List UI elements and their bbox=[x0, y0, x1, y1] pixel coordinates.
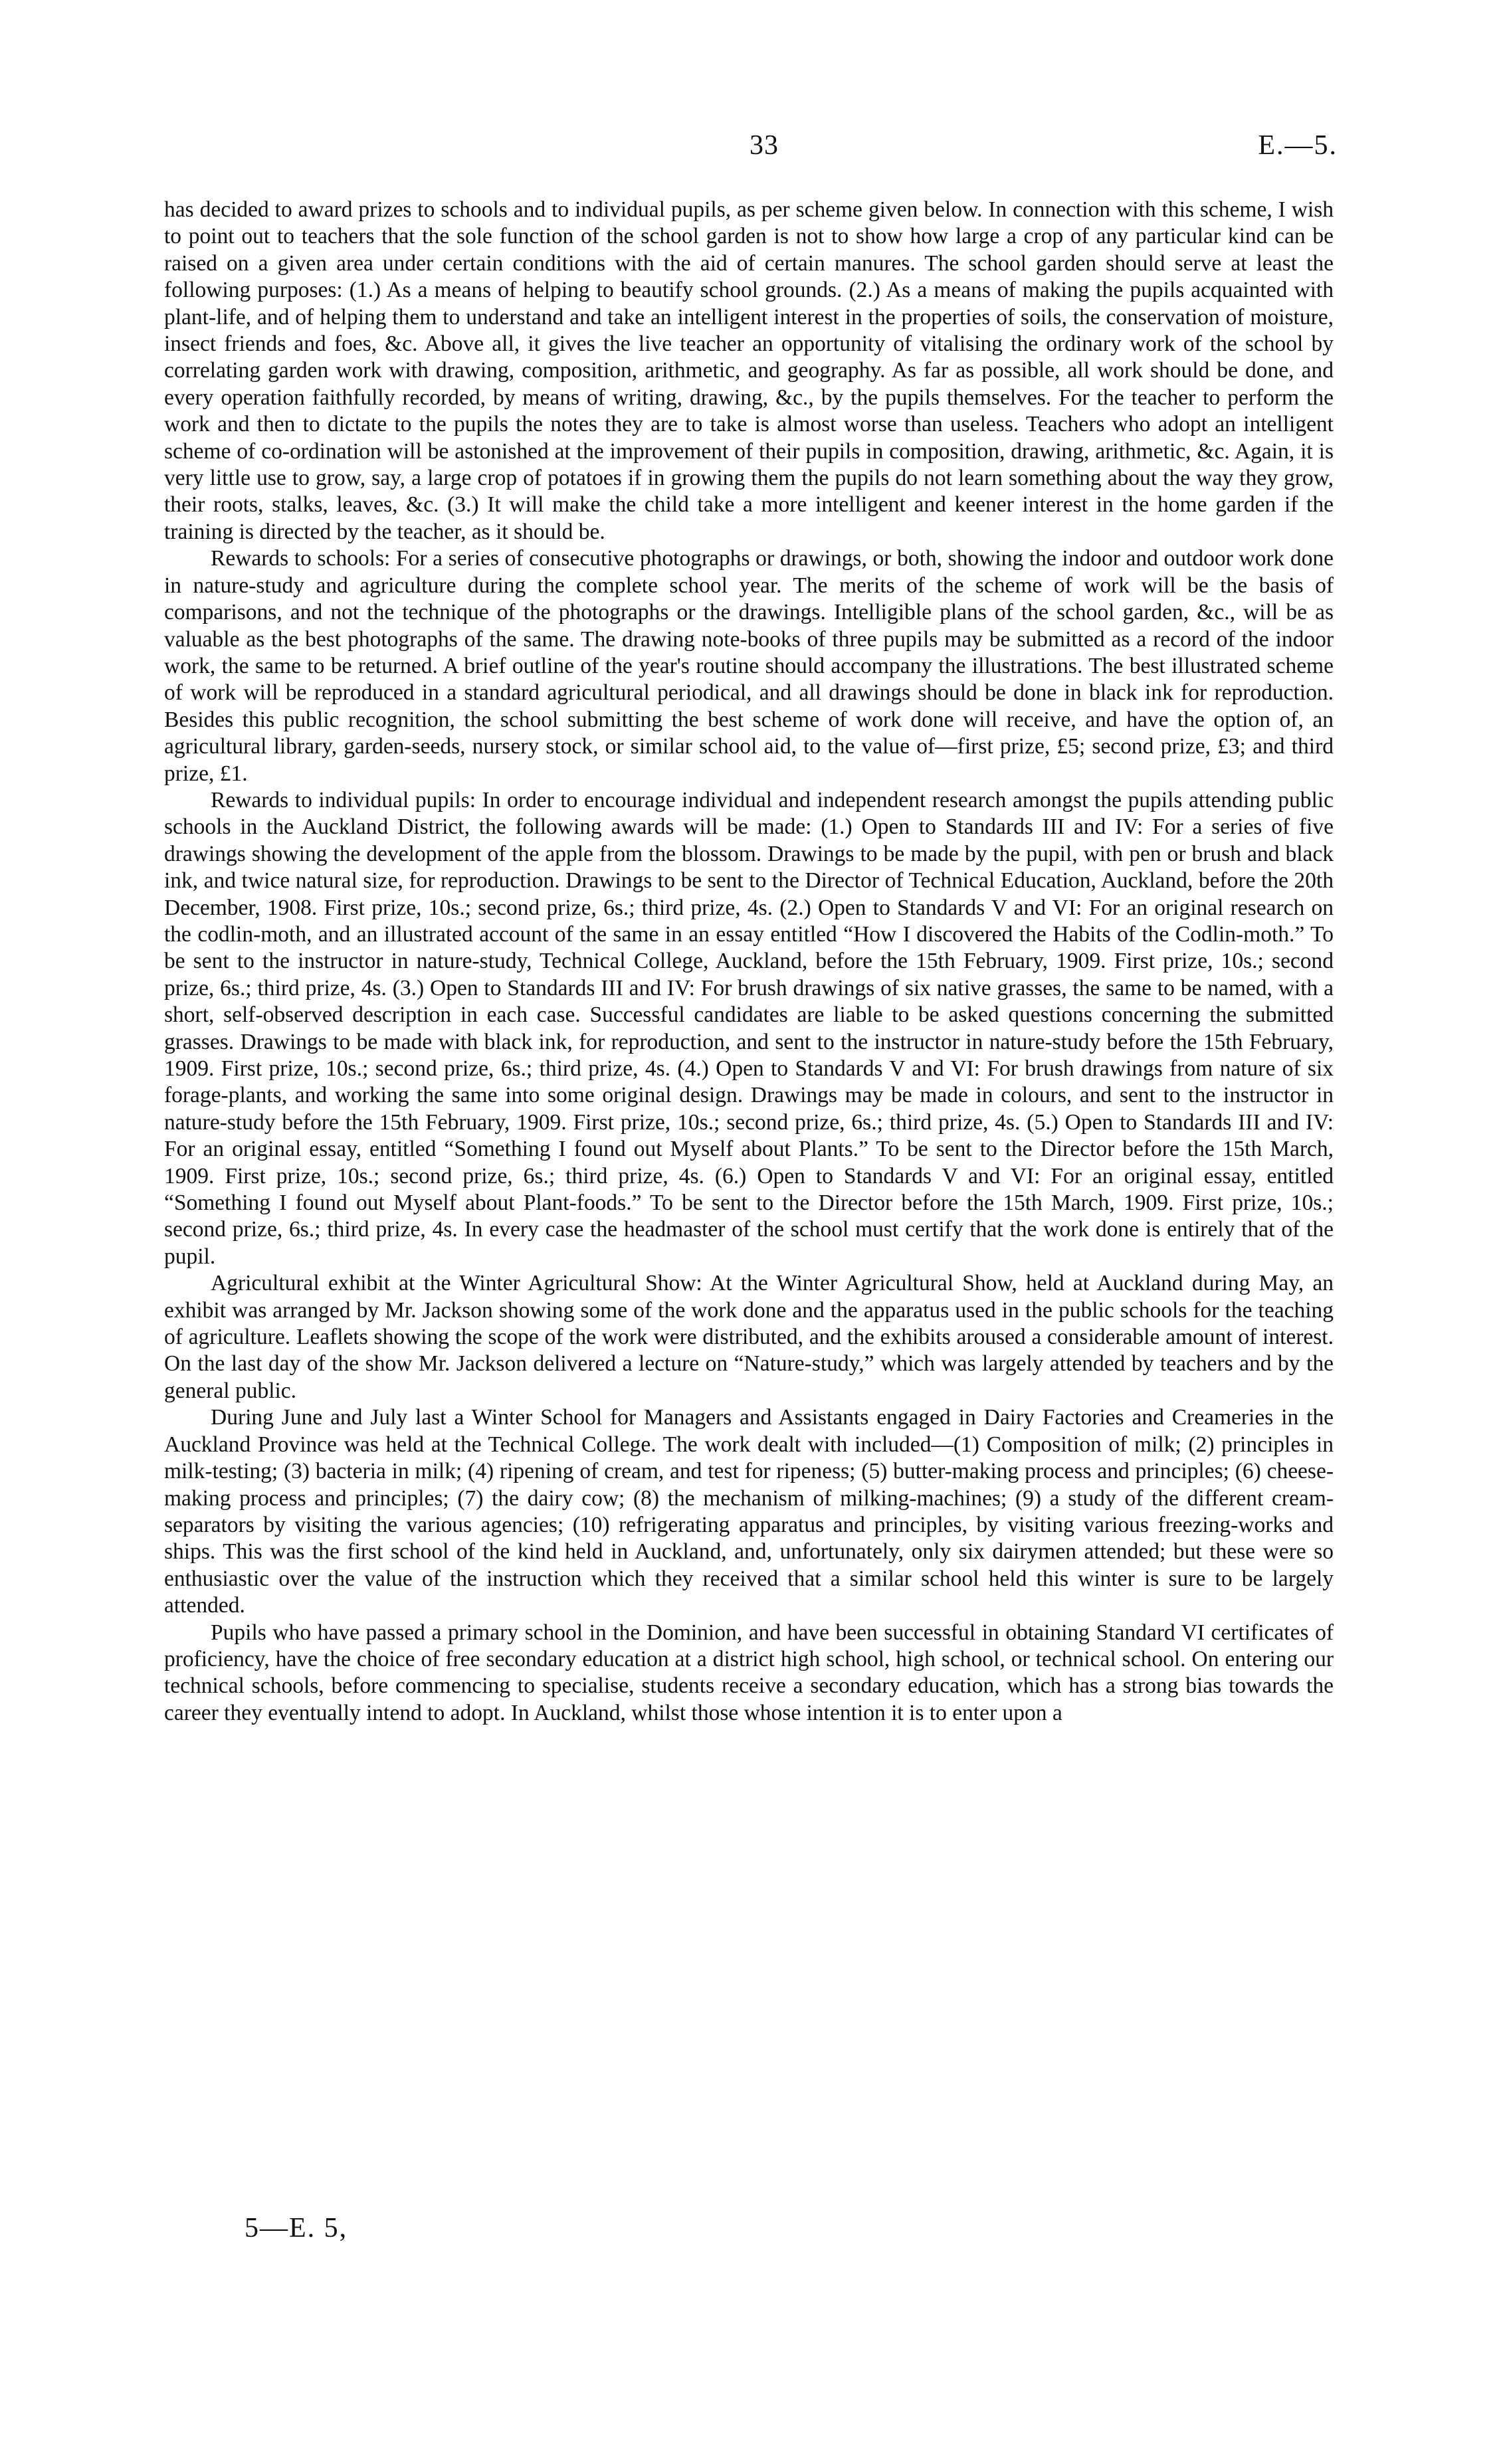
document-reference: E.—5. bbox=[1258, 130, 1338, 161]
paragraph-winter-school: During June and July last a Winter School for Managers and Assistants engaged in Dairy Factories and Creameries in the Auckland Province was held at the Technical College. The work dealt with included—(1) Composition of milk; (2) principles in milk-testing; (3) bacteria in milk; (4) ripening of cream, and test for ripeness; (5) butter-making process and principles; (6) cheese-making process and principles; (7) the dairy cow; (8) the mechanism of milking-machines; (9) a study of the different cream-separators by visiting the various agencies; (10) refrigerating apparatus and principles, by visiting various freezing-works and ships. This was the first school of the kind held in Auckland, and, unfortunately, only six dairymen attended; but these were so enthusiastic over the value of the instruction which they received that a similar school held this winter is sure to be largely attended. bbox=[164, 1405, 1334, 1618]
paragraph-intro: has decided to award prizes to schools and to individual pupils, as per scheme given below. In connection with this scheme, I wish to point out to teachers that the sole function of the school garden is not to show how large a crop of any particular kind can be raised on a given area under certain conditions with the aid of certain manures. The school garden should serve at least the following purposes: (1.) As a means of helping to beautify school grounds. (2.) As a means of making the pupils acquainted with plant-life, and of helping them to understand and take an intelligent interest in the properties of soils, the conservation of moisture, insect friends and foes, &c. Above all, it gives the live teacher an opportunity of vitalising the ordinary work of the school by correlating garden work with drawing, composition, arithmetic, and geography. As far as possible, all work should be done, and every operation faithfully recorded, by means of writing, drawing, &c., by the pupils themselves. For the teacher to perform the work and then to dictate to the pupils the notes they are to take is almost worse than useless. Teachers who adopt an intelligent scheme of co-ordination will be astonished at the improvement of their pupils in composition, drawing, arithmetic, &c. Again, it is very little use to grow, say, a large crop of potatoes if in growing them the pupils do not learn something about the way they grow, their roots, stalks, leaves, &c. (3.) It will make the child take a more intelligent and keener interest in the home garden if the training is directed by the teacher, as it should be. bbox=[164, 197, 1334, 544]
page-number: 33 bbox=[750, 130, 779, 161]
paragraph-rewards-to-schools: Rewards to schools: For a series of consecutive photographs or drawings, or both, showing the indoor and outdoor work done in nature-study and agriculture during the complete school year. The merits of the scheme of work will be the basis of comparisons, and not the technique of the photographs or the drawings. Intelligible plans of the school garden, &c., will be as valuable as the best photographs of the same. The drawing note-books of three pupils may be submitted as a record of the indoor work, the same to be returned. A brief outline of the year's routine should accompany the illustrations. The best illustrated scheme of work will be reproduced in a standard agricultural periodical, and all drawings should be done in black ink for reproduction. Besides this public recognition, the school submitting the best scheme of work done will receive, and have the option of, an agricultural library, garden-seeds, nursery stock, or similar school aid, to the value of—first prize, £5; second prize, £3; and third prize, £1. bbox=[164, 546, 1334, 786]
signature-mark: 5—E. 5, bbox=[245, 2213, 348, 2243]
paragraph-rewards-to-pupils: Rewards to individual pupils: In order to encourage individual and independent research amongst the pupils attending public schools in the Auckland District, the following awards will be made: (1.) Open to Standards III and IV: For a series of five drawings showing the development of the apple from the blossom. Drawings to be made by the pupil, with pen or brush and black ink, and twice natural size, for reproduction. Drawings to be sent to the Director of Technical Education, Auckland, before the 20th December, 1908. First prize, 10s.; second prize, 6s.; third prize, 4s. (2.) Open to Standards V and VI: For an original research on the codlin-moth, and an illustrated account of the same in an essay entitled “How I discovered the Habits of the Codlin-moth.” To be sent to the instructor in nature-study, Technical College, Auckland, before the 15th February, 1909. First prize, 10s.; second prize, 6s.; third prize, 4s. (3.) Open to Standards III and IV: For brush drawings of six native grasses, the same to be named, with a short, self-observed description in each case. Successful candidates are liable to be asked questions concerning the submitted grasses. Drawings to be made with black ink, for reproduction, and sent to the instructor in nature-study before the 15th February, 1909. First prize, 10s.; second prize, 6s.; third prize, 4s. (4.) Open to Standards V and VI: For brush drawings from nature of six forage-plants, and working the same into some original design. Drawings may be made in colours, and sent to the instructor in nature-study before the 15th February, 1909. First prize, 10s.; second prize, 6s.; third prize, 4s. (5.) Open to Standards III and IV: For an original essay, entitled “Something I found out Myself about Plants.” To be sent to the Director before the 15th March, 1909. First prize, 10s.; second prize, 6s.; third prize, 4s. (6.) Open to Standards V and VI: For an original essay, entitled “Something I found out Myself about Plant-foods.” To be sent to the Director before the 15th March, 1909. First prize, 10s.; second prize, 6s.; third prize, 4s. In every case the headmaster of the school must certify that the work done is entirely that of the pupil. bbox=[164, 787, 1334, 1269]
body-text bbox=[164, 197, 1334, 1727]
paragraph-agricultural-exhibit: Agricultural exhibit at the Winter Agricultural Show: At the Winter Agricultural Show, held at Auckland during May, an exhibit was arranged by Mr. Jackson showing some of the work done and the apparatus used in the public schools for the teaching of agriculture. Leaflets showing the scope of the work were distributed, and the exhibits aroused a considerable amount of interest. On the last day of the show Mr. Jackson delivered a lecture on “Nature-study,” which was largely attended by teachers and by the general public. bbox=[164, 1271, 1334, 1403]
paragraph-secondary-education: Pupils who have passed a primary school in the Dominion, and have been successful in obtaining Standard VI certificates of proficiency, have the choice of free secondary education at a district high school, high school, or technical school. On entering our technical schools, before commencing to specialise, students receive a secondary education, which has a strong bias towards the career they eventually intend to adopt. In Auckland, whilst those whose intention it is to enter upon a bbox=[164, 1620, 1334, 1725]
